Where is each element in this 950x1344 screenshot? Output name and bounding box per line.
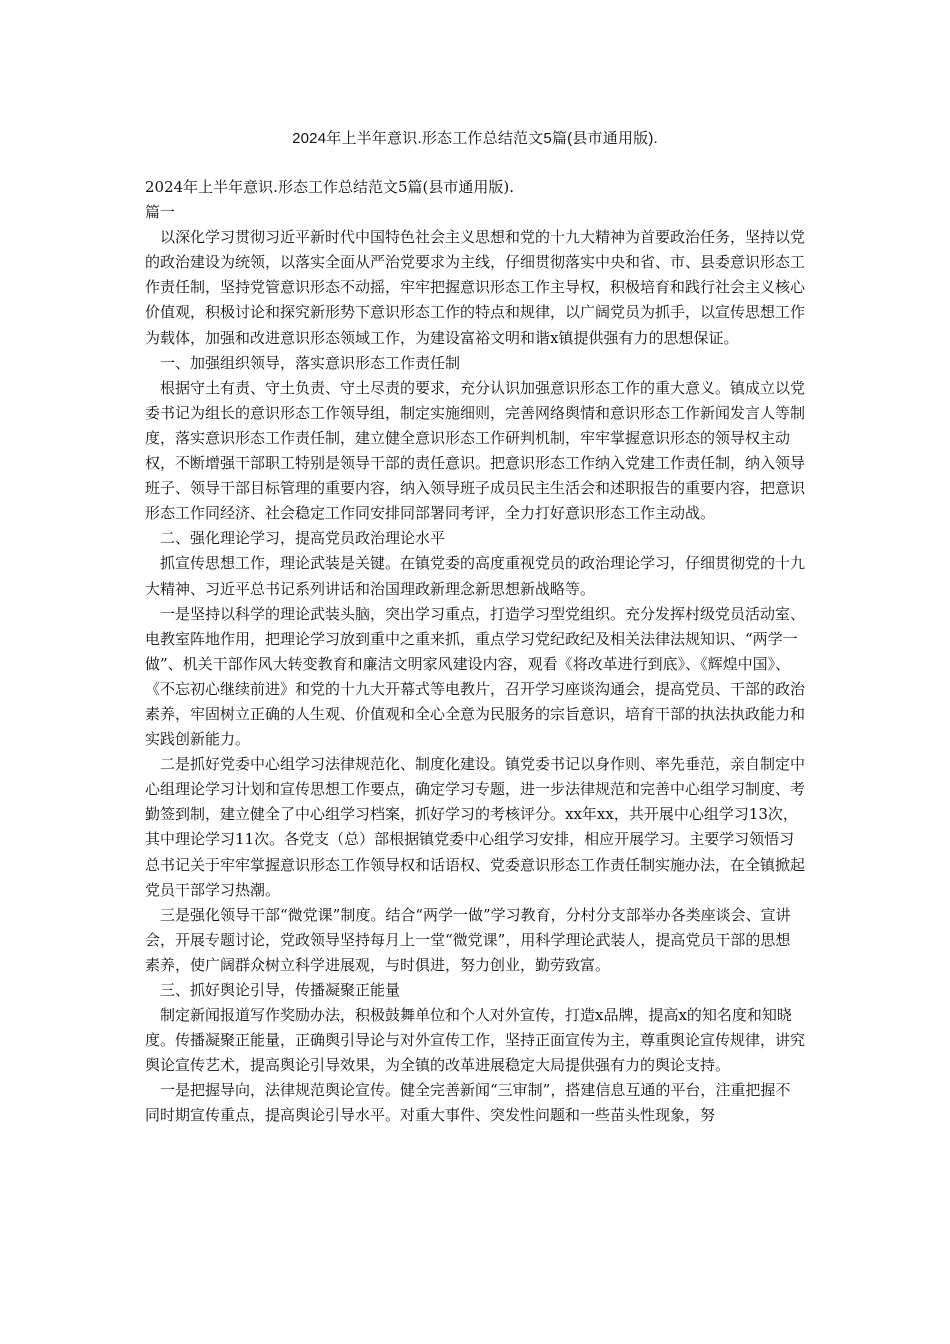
paragraph: 制定新闻报道写作奖励办法，积极鼓舞单位和个人对外宣传，打造x品牌，提高x的知名度和知晓度。传播凝聚正能量，正确舆引导论与对外宣传工作，坚持正面宣传为主，尊重舆论宣传规律，讲究舆论宣传艺术，提高舆论引导效果，为全镇的改革进展稳定大局提供强有力的舆论支持。 xyxy=(145,1006,806,1075)
paragraph: 二是抓好党委中心组学习法律规范化、制度化建设。镇党委书记以身作则、率先垂范，亲自制定中心组理论学习计划和宣传思想工作要点，确定学习专题，进一步法律规范和完善中心组学习制度、考勤签到制，建立健全了中心组学习档案，抓好学习的考核评分。xx年xx，共开展中心组学习13次，其中理论学习11次。各党支（总）部根据镇党委中心组学习安排，相应开展学习。主要学习领悟习总书记关于牢牢掌握意识形态工作领导权和话语权、党委意识形态工作责任制实施办法，在全镇掀起党员干部学习热潮。 xyxy=(145,755,806,899)
document-body xyxy=(145,175,805,1129)
paragraph: 以深化学习贯彻习近平新时代中国特色社会主义思想和党的十九大精神为首要政治任务，坚持以党的政治建设为统领，以落实全面从严治党要求为主线，仔细贯彻落实中央和省、市、县委意识形态工作责任制，坚持党管意识形态不动摇，牢牢把握意识形态工作主导权，积极培育和践行社会主义核心价值观，积极讨论和探究新形势下意识形态工作的特点和规律，以广阔党员为抓手，以宣传思想工作为载体，加强和改进意识形态领域工作，为建设富裕文明和谐x镇提供强有力的思想保证。 xyxy=(145,228,806,347)
section-heading: 一、加强组织领导，落实意识形态工作责任制 xyxy=(160,353,461,372)
paragraph: 一是把握导向，法律规范舆论宣传。健全完善新闻“三审制”，搭建信息互通的平台，注重把握不同时期宣传重点，提高舆论引导水平。对重大事件、突发性问题和一些苗头性现象，努 xyxy=(145,1081,791,1125)
paragraph: 三是强化领导干部“微党课”制度。结合“两学一做”学习教育，分村分支部举办各类座谈会、宣讲会，开展专题讨论，党政领导坚持每月上一堂“微党课”，用科学理论武装人，提高党员干部的思想素养，使广阔群众树立科学进展观，与时俱进，努力创业，勤劳致富。 xyxy=(145,905,791,974)
paragraph: 抓宣传思想工作，理论武装是关键。在镇党委的高度重视党员的政治理论学习，仔细贯彻党的十九大精神、习近平总书记系列讲话和治国理政新理念新思想新战略等。 xyxy=(145,554,806,598)
document-subtitle: 2024年上半年意识.形态工作总结范文5篇(县市通用版). xyxy=(145,178,514,196)
section-heading: 二、强化理论学习，提高党员政治理论水平 xyxy=(160,529,446,548)
part-label: 篇一 xyxy=(145,203,176,222)
section-heading: 三、抓好舆论引导，传播凝聚正能量 xyxy=(160,981,401,999)
paragraph: 根据守土有责、守土负责、守土尽责的要求，充分认识加强意识形态工作的重大意义。镇成立以党委书记为组长的意识形态工作领导组，制定实施细则，完善网络舆情和意识形态工作新闻发言人等制度，落实意识形态工作责任制，建立健全意识形态工作研判机制，牢牢掌握意识形态的领导权主动权，不断增强干部职工特别是领导干部的责任意识。把意识形态工作纳入党建工作责任制，纳入领导班子、领导干部目标管理的重要内容，纳入领导班子成员民主生活会和述职报告的重要内容，把意识形态工作同经济、社会稳定工作同安排同部署同考评，全力打好意识形态工作主动战。 xyxy=(145,378,806,523)
paragraph: 一是坚持以科学的理论武装头脑，突出学习重点，打造学习型党组织。充分发挥村级党员活动室、电教室阵地作用，把理论学习放到重中之重来抓，重点学习党纪政纪及相关法律法规知识、“两学一做”、机关干部作风大转变教育和廉洁文明家风建设内容，观看《将改革进行到底》、《辉煌中国》、《不忘初心继续前进》和党的十九大开幕式等电教片，召开学习座谈沟通会，提高党员、干部的政治素养，牢固树立正确的人生观、价值观和全心全意为民服务的宗旨意识，培育干部的执法执政能力和实践创新能力。 xyxy=(145,604,806,749)
document-title: 2024年上半年意识.形态工作总结范文5篇(县市通用版). xyxy=(292,130,658,147)
